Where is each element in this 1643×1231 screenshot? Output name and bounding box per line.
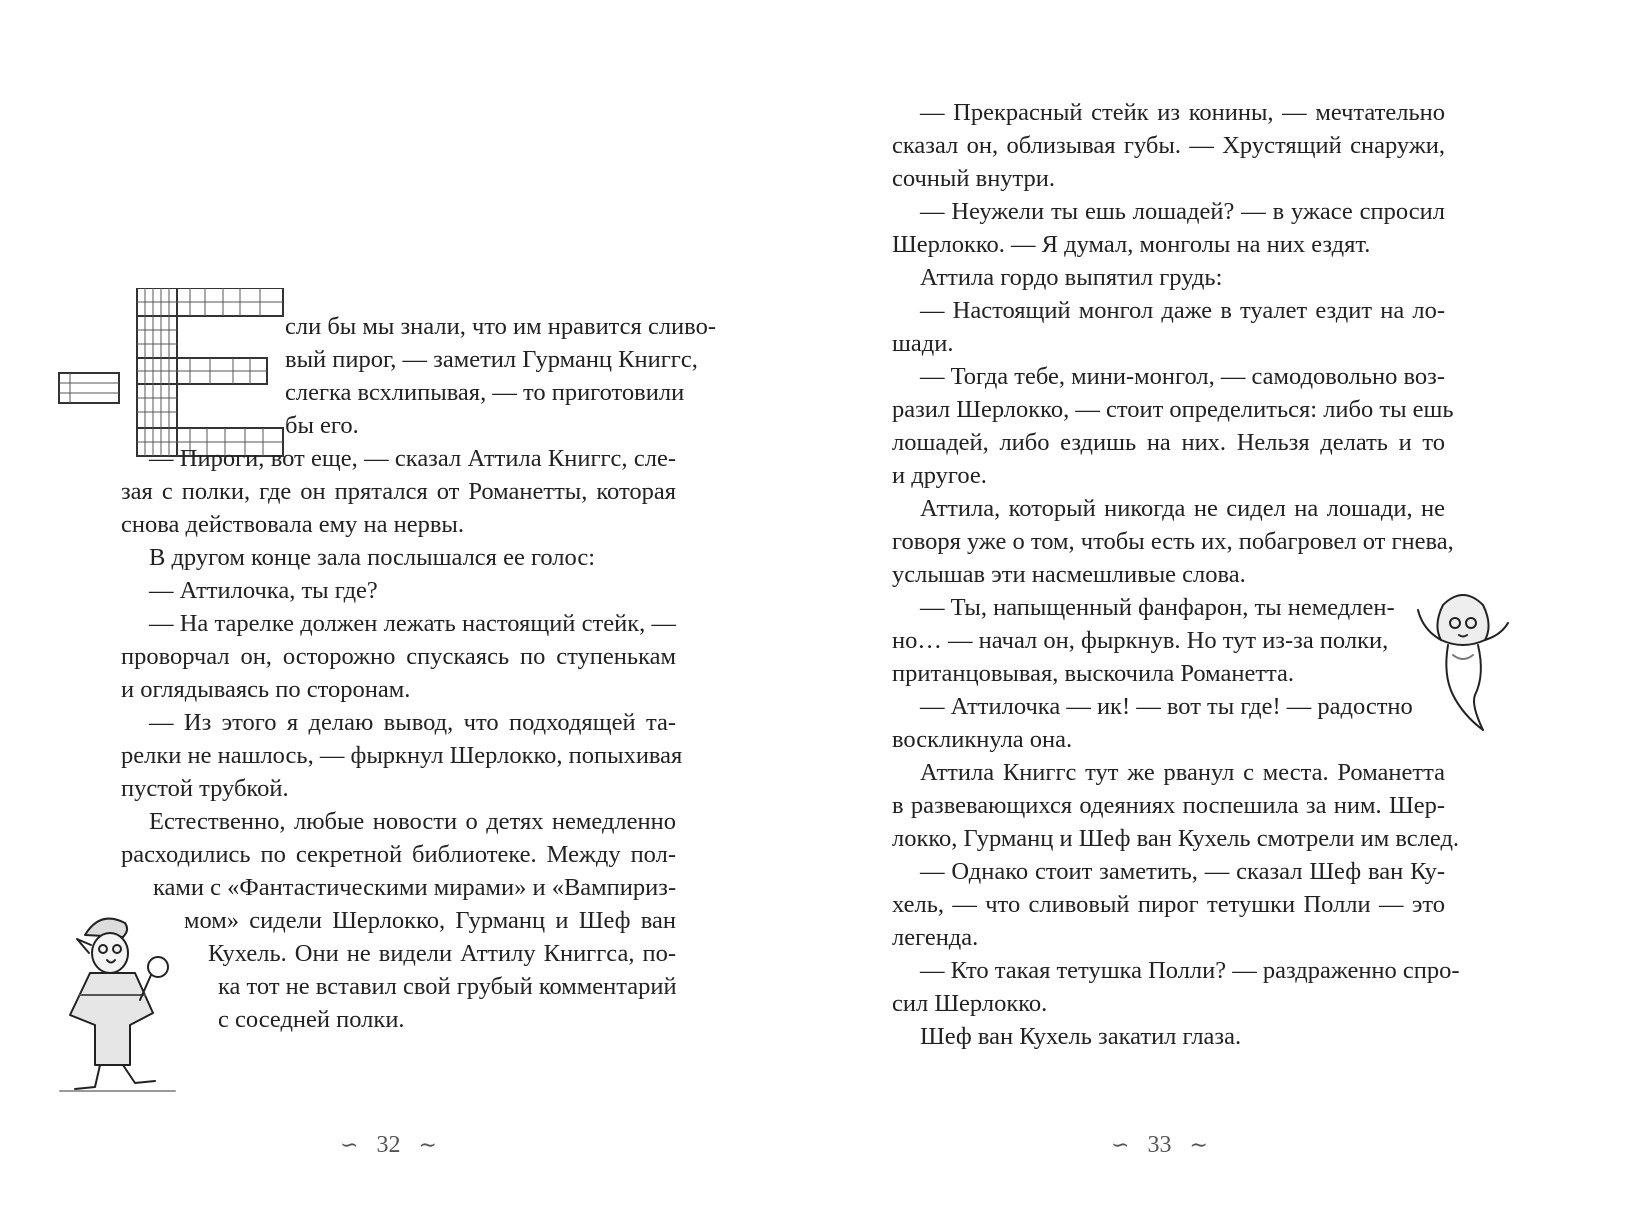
text-line: разил Шерлокко, — стоит определиться: либо ты ешь — [892, 396, 1454, 423]
text-line: Аттила, который никогда не сидел на лошади, не — [920, 495, 1445, 522]
folio-ornament-icon: ∽ — [340, 1132, 359, 1157]
folio-ornament-icon: ∼ — [418, 1132, 437, 1157]
text-line: — Аттилочка, ты где? — [149, 577, 378, 604]
text-line: услышав эти насмешливые слова. — [892, 561, 1246, 588]
text-line: релки не нашлось, — фыркнул Шерлокко, попыхивая — [121, 742, 683, 769]
text-line: расходились по секретной библиотеке. Между пол- — [121, 841, 676, 868]
text-line: сочный внутри. — [892, 165, 1056, 192]
text-line: — Пироги, вот еще, — сказал Аттила Книггс, сле- — [149, 445, 676, 472]
text-line: — Тогда тебе, мини-монгол, — самодовольно воз- — [920, 363, 1445, 390]
text-line: — Неужели ты ешь лошадей? — в ужасе спросил — [920, 198, 1445, 225]
text-line: зая с полки, где он прятался от Романетты, которая — [121, 478, 676, 505]
text-line: — Однако стоит заметить, — сказал Шеф ван Ку- — [920, 858, 1445, 885]
text-line: ка тот не вставил свой грубый комментарий — [218, 973, 677, 1000]
text-line: Кухель. Они не видели Аттилу Книггса, по- — [208, 940, 676, 967]
text-line: сил Шерлокко. — [892, 990, 1048, 1017]
text-line: — Аттилочка — ик! — вот ты где! — радостно — [920, 693, 1413, 720]
text-line: сказал он, облизывая губы. — Хрустящий снаружи, — [892, 132, 1445, 159]
text-line: Шеф ван Кухель закатил глаза. — [920, 1023, 1242, 1050]
text-line: говоря уже о том, чтобы есть их, побагровел от гнева, — [892, 528, 1454, 555]
text-line: — Настоящий монгол даже в туалет ездит на ло- — [920, 297, 1445, 324]
text-line: Шерлокко. — Я думал, монголы на них ездят. — [892, 231, 1371, 258]
text-line: пустой трубкой. — [121, 775, 289, 802]
left-page — [0, 0, 821, 1231]
text-line: и оглядываясь по сторонам. — [121, 676, 411, 703]
text-line: бы его. — [285, 412, 359, 439]
text-line: вый пирог, — заметил Гурманц Книггс, — [285, 346, 698, 373]
text-line: — Ты, напыщенный фанфарон, ты немедлен- — [920, 594, 1395, 621]
text-line: ками с «Фантастическими мирами» и «Вампириз- — [153, 874, 677, 901]
text-line: сли бы мы знали, что им нравится сливо- — [285, 313, 716, 340]
text-line: хель, — что сливовый пирог тетушки Полли — это — [892, 891, 1445, 918]
text-line: воскликнула она. — [892, 726, 1073, 753]
text-line: — Прекрасный стейк из конины, — мечтательно — [920, 99, 1445, 126]
text-line: — Кто такая тетушка Полли? — раздраженно спро- — [920, 957, 1460, 984]
page-number-left — [340, 1128, 437, 1162]
text-line: — Из этого я делаю вывод, что подходящей та- — [149, 709, 676, 736]
small-books-dash-icon — [58, 372, 120, 404]
text-line: пританцовывая, выскочила Романетта. — [892, 660, 1295, 687]
text-line: — На тарелке должен лежать настоящий стейк, — — [149, 610, 676, 637]
right-page — [821, 0, 1643, 1231]
text-line: проворчал он, осторожно спускаясь по ступенькам — [121, 643, 676, 670]
page-number-right — [1111, 1128, 1208, 1162]
text-line: слегка всхлипывая, — то приготовили — [285, 379, 685, 406]
text-line: Естественно, любые новости о детях немедленно — [149, 808, 676, 835]
text-line: и другое. — [892, 462, 987, 489]
text-line: Аттила Книггс тут же рванул с места. Романетта — [920, 759, 1445, 786]
text-line: Аттила гордо выпятил грудь: — [920, 264, 1223, 291]
detective-goblin-illustration-icon — [55, 905, 185, 1095]
text-line: локко, Гурманц и Шеф ван Кухель смотрели им вслед. — [892, 825, 1460, 852]
dropcap-book-letter-icon — [135, 288, 285, 458]
text-line: но… — начал он, фыркнув. Но тут из-за полки, — [892, 627, 1389, 654]
text-line: с соседней полки. — [218, 1006, 405, 1033]
text-line: снова действовала ему на нервы. — [121, 511, 464, 538]
text-line: мом» сидели Шерлокко, Гурманц и Шеф ван — [184, 907, 676, 934]
ghost-girl-illustration-icon — [1413, 585, 1513, 735]
page-number: 32 — [376, 1132, 401, 1158]
text-line: легенда. — [892, 924, 979, 951]
folio-ornament-icon: ∼ — [1189, 1132, 1208, 1157]
text-line: шади. — [892, 330, 954, 357]
text-line: в развевающихся одеяниях поспешила за ним. Шер- — [892, 792, 1445, 819]
page-number: 33 — [1147, 1132, 1172, 1158]
folio-ornament-icon: ∽ — [1111, 1132, 1130, 1157]
text-line: В другом конце зала послышался ее голос: — [149, 544, 596, 571]
text-line: лошадей, либо ездишь на них. Нельзя делать и то — [892, 429, 1445, 456]
